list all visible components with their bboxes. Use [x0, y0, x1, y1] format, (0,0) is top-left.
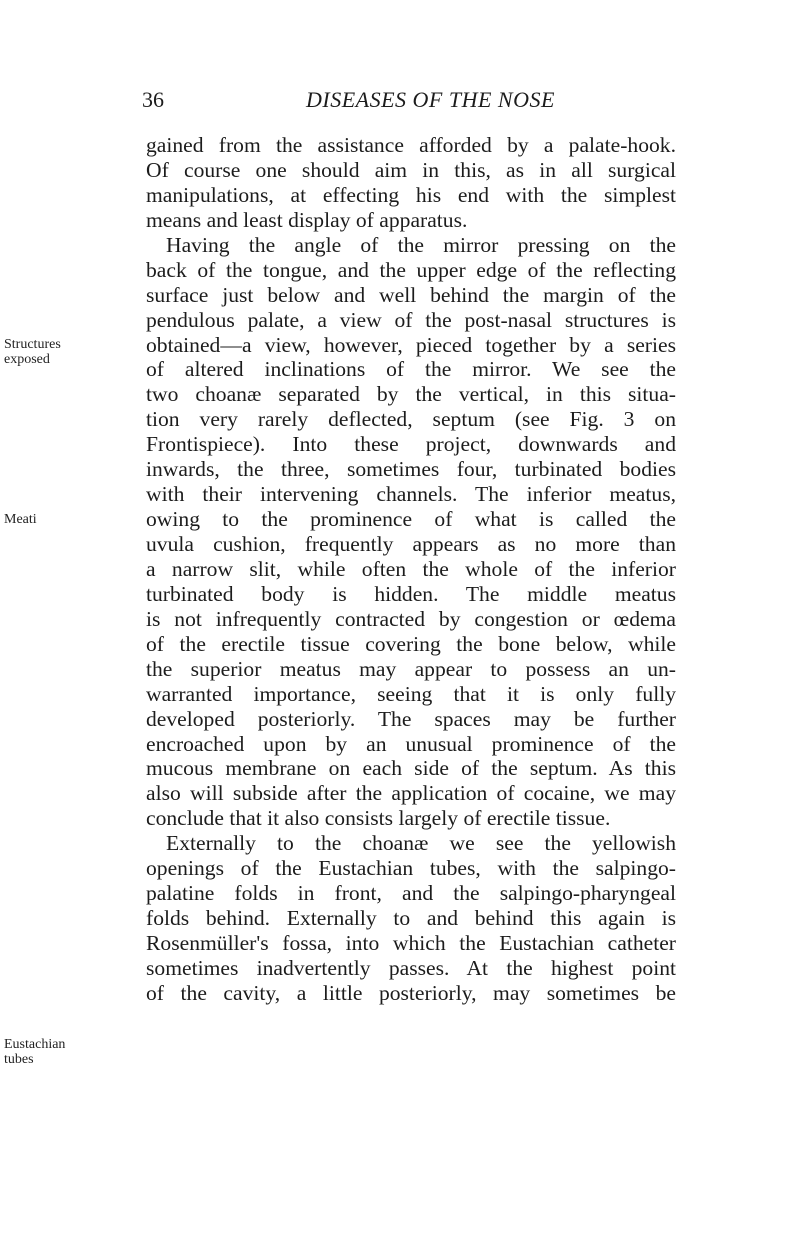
margin-note-line: exposed	[4, 352, 50, 367]
margin-note-line: Meati	[4, 512, 37, 527]
text-line: of the cavity, a little posteriorly, may sometimes be	[146, 980, 676, 1005]
text-line: manipulations, at effecting his end with the simplest	[146, 182, 676, 207]
text-line: conclude that it also consists largely of erectile tissue.	[146, 806, 611, 831]
text-line: Rosenmüller's fossa, into which the Eustachian catheter	[146, 931, 676, 955]
running-head: DISEASES OF THE NOSE	[306, 87, 555, 112]
text-line: uvula cushion, frequently appears as no more than	[146, 532, 676, 556]
text-line: warranted importance, seeing that it is only fully	[146, 681, 676, 706]
body-text	[146, 133, 676, 1006]
text-line: the superior meatus may appear to possess an un-	[146, 656, 676, 681]
text-line: means and least display of apparatus.	[146, 207, 468, 232]
text-line: Externally to the choanæ we see the yellowish	[166, 831, 676, 856]
text-line: gained from the assistance afforded by a palate-hook.	[146, 133, 676, 157]
margin-note-meati	[4, 512, 144, 527]
text-line: of altered inclinations of the mirror. We see the	[146, 357, 676, 382]
text-line: sometimes inadvertently passes. At the highest point	[146, 955, 676, 980]
margin-note-structures-exposed	[4, 337, 144, 367]
text-line: pendulous palate, a view of the post-nasal structures is	[146, 307, 676, 332]
text-line: a narrow slit, while often the whole of the inferior	[146, 556, 676, 581]
page-header	[0, 84, 800, 116]
text-line: openings of the Eustachian tubes, with the salpingo-	[146, 856, 676, 881]
text-line: two choanæ separated by the vertical, in this situa-	[146, 382, 676, 407]
text-line: owing to the prominence of what is called the	[146, 507, 676, 532]
text-line: also will subside after the application of cocaine, we may	[146, 781, 676, 806]
text-line: palatine folds in front, and the salpingo-pharyngeal	[146, 881, 676, 906]
margin-note-eustachian-tubes	[4, 1037, 144, 1067]
margin-note-line: Structures	[4, 337, 61, 352]
text-line: folds behind. Externally to and behind this again is	[146, 906, 676, 931]
text-line: tion very rarely deflected, septum (see Fig. 3 on	[146, 407, 676, 432]
text-line: developed posteriorly. The spaces may be further	[146, 706, 676, 731]
text-line: of the erectile tissue covering the bone below, while	[146, 631, 676, 656]
text-line: inwards, the three, sometimes four, turbinated bodies	[146, 457, 676, 482]
page-number: 36	[142, 87, 164, 112]
text-line: turbinated body is hidden. The middle meatus	[146, 581, 676, 606]
margin-note-line: Eustachian	[4, 1037, 66, 1052]
text-line: with their intervening channels. The inferior meatus,	[146, 482, 676, 507]
text-line: back of the tongue, and the upper edge of the reflecting	[146, 257, 676, 282]
text-line: Of course one should aim in this, as in all surgical	[146, 157, 676, 182]
margin-note-line: tubes	[4, 1052, 34, 1067]
text-line: Frontispiece). Into these project, downwards and	[146, 432, 676, 457]
text-line: surface just below and well behind the margin of the	[146, 282, 676, 307]
text-line: Having the angle of the mirror pressing on the	[166, 232, 676, 257]
text-line: is not infrequently contracted by congestion or œdema	[146, 606, 676, 631]
text-line: encroached upon by an unusual prominence of the	[146, 731, 676, 756]
text-line: obtained—a view, however, pieced together by a series	[146, 332, 676, 357]
text-line: mucous membrane on each side of the septum. As this	[146, 756, 676, 781]
